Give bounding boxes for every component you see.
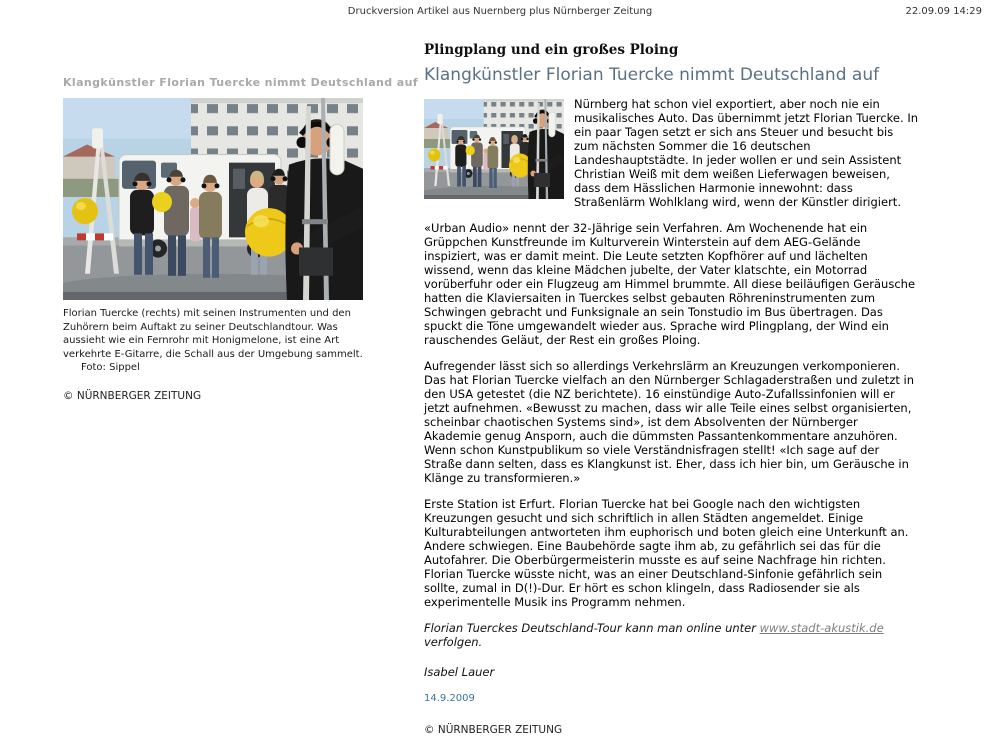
photo-caption-text: Florian Tuercke (rechts) mit seinen Instrumenten und den Zuhörern beim Auftakt zu seiner Deutschlandtour. Was aussieht wie ein Fernrohr mit Honigmelone, ist eine Art verkehrte E-Gitarre, die Schall aus der Umgebung sammelt. (63, 308, 363, 360)
article-column (424, 42, 918, 736)
photo-credit: Foto: Sippel (81, 362, 140, 373)
photo-caption (63, 307, 365, 375)
website-link[interactable]: www.stadt-akustik.de (759, 621, 884, 635)
article-body (424, 97, 918, 609)
article-copyright: © NÜRNBERGER ZEITUNG (424, 724, 563, 736)
print-header-datetime: 22.09.09 14:29 (905, 6, 982, 17)
photo-copyright: © NÜRNBERGER ZEITUNG (63, 389, 202, 402)
photo-column-heading: Klangkünstler Florian Tuercke nimmt Deutschland auf (63, 76, 419, 89)
article-paragraph-2: «Urban Audio» nennt der 32-Jährige sein Verfahren. Am Wochenende hat ein Grüppchen Kunstfreunde im Kulturverein Winterstein auf dem AEG-Gelände inspiziert, was er damit meint. Die Leute setzten Kopfhörer auf und lächelten wissend, wenn das kleine Mädchen jubelte, der Vater klatschte, ein Motorrad vorüberfuhr oder ein Flugzeug am Himmel brummte. All diese beiläufigen Geräusche hatten die Klaviersaiten in Tuerckes selbst gebauten Röhreninstrumenten zum Schwingen gebracht und Funksignale an sein Tonstudio im Bus übertragen. Das spuckt die Töne umgewandelt wieder aus. Sprache wird Plingplang, der Wind ein rauschendes Geläut, der Rest ein großes Ploing. (424, 221, 916, 347)
article-photo (63, 98, 363, 300)
article-kicker: Plingplang und ein großes Ploing (424, 42, 679, 58)
article-photo-thumbnail (424, 99, 564, 199)
print-header-title: Druckversion Artikel aus Nuernberg plus Nürnberger Zeitung (347, 6, 653, 17)
tour-note (424, 621, 918, 649)
tour-note-prefix: Florian Tuerckes Deutschland-Tour kann man online unter (424, 621, 760, 635)
article-paragraph-4: Erste Station ist Erfurt. Florian Tuercke hat bei Google nach den wichtigsten Kreuzungen gesucht und sich schriftlich in allen Städten angemeldet. Einige Kulturabteilungen antworteten ihm euphorisch und boten gleich eine Unterkunft an. Andere schwiegen. Eine Baubehörde sagte ihm ab, zu gefährlich sei das für die Autofahrer. Die Oberbürgermeisterin musste es auf seine Nachfrage hin richten. Florian Tuercke wüsste nicht, was an einer Deutschland-Sinfonie gefährlich sein sollte, zumal in D(!)-Dur. Er hört es schon klingeln, dass Radiosender sie als experimentelle Musik ins Programm nehmen. (424, 497, 909, 609)
tour-note-suffix: verfolgen. (424, 635, 483, 649)
article-headline: Klangkünstler Florian Tuercke nimmt Deutschland auf (424, 65, 880, 85)
publish-date: 14.9.2009 (424, 693, 475, 704)
print-header (0, 6, 1000, 24)
article-paragraph-1: Nürnberg hat schon viel exportiert, aber noch nie ein musikalisches Auto. Das übernimmt jetzt Florian Tuercke. In ein paar Tagen setzt er sich ans Steuer und besucht bis zum nächsten Sommer die 16 deutschen Landeshauptstädte. In jeder wollen er und sein Assistent Christian Weiß mit dem weißen Lieferwagen beweisen, dass dem Hässlichen Harmonie innewohnt: dass Straßenlärm Wohlklang wird, wenn der Künstler dirigiert. (424, 97, 918, 209)
photo-column (63, 76, 419, 402)
author-name: Isabel Lauer (424, 665, 495, 679)
article-paragraph-3: Aufregender lässt sich so allerdings Verkehrslärm an Kreuzungen verkomponieren. Das hat Florian Tuercke vielfach an den Nürnberger Schlagaderstraßen und zuletzt in den USA getestet (die NZ berichtete). 16 einstündige Auto-Zufallssinfonien will er jetzt aufnehmen. «Bewusst zu machen, dass wir alle Teile eines selbst organisierten, scheinbar chaotischen Systems sind», ist dem Absolventen der Nürnberger Akademie genug Ansporn, auch die dümmsten Passantenkommentare anzuhören. Wenn schon Kunstpublikum so viele Verständnisfragen stellt! «Ich sage auf der Straße dann selten, dass es Klangkunst ist. Eher, dass ich hier bin, um Geräusche in Klänge zu transformieren.» (424, 359, 915, 485)
